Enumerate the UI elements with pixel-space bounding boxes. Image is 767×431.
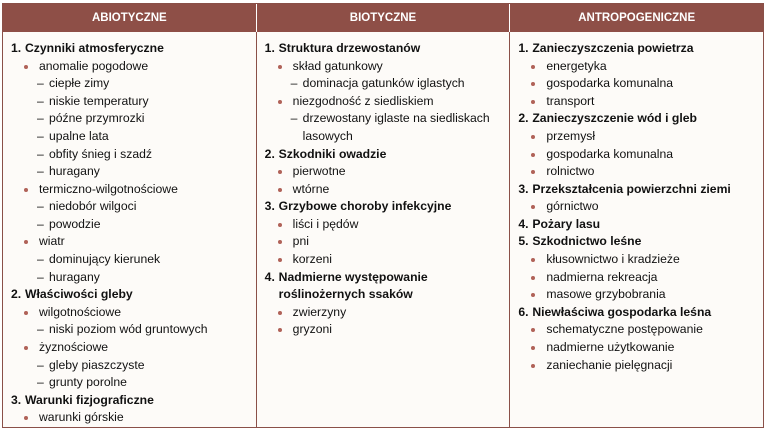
bullet-item: energetyka [518, 58, 757, 76]
bullet-item: korzeni [265, 251, 504, 269]
category-heading [518, 216, 757, 234]
category-number: 2. [264, 146, 275, 161]
bullet-item: żyznościowe [11, 339, 250, 357]
bullet-item: zaniechanie pielęgnacji [518, 357, 757, 375]
bullet-item: kłusownictwo i kradzieże [518, 251, 757, 269]
dash-item: – obfity śnieg i szadź [11, 146, 250, 164]
column-abiotic [3, 32, 257, 427]
dash-item: – powodzie [11, 216, 250, 234]
category-number: 2. [11, 287, 22, 302]
category-title: Struktura drzewostanów [278, 40, 421, 55]
header-anthropogenic: ANTROPOGENICZNE [578, 11, 696, 24]
bullet-item: niezgodność z siedliskiem [265, 93, 504, 111]
bullet-item: rolnictwo [518, 163, 757, 181]
bullet-item: gospodarka komunalna [518, 146, 757, 164]
bullet-item: górnictwo [518, 198, 757, 216]
category-title: Właściwości gleby [25, 287, 133, 302]
category-heading [518, 304, 757, 322]
category-title: Nadmierne występowanie roślinożernych ssaków [278, 269, 428, 302]
category-number: 3. [11, 392, 22, 407]
column-anthropogenic [510, 32, 763, 427]
bullet-item: gryzoni [265, 321, 504, 339]
table-header-row [3, 4, 763, 32]
category-heading [11, 392, 250, 410]
category-number: 3. [264, 199, 275, 214]
dash-item: – późne przymrozki [11, 110, 250, 128]
bullet-item: gospodarka komunalna [518, 75, 757, 93]
bullet-item: nadmierne użytkowanie [518, 339, 757, 357]
dash-item: – huragany [11, 269, 250, 287]
bullet-item: skład gatunkowy [265, 58, 504, 76]
category-heading [11, 40, 250, 58]
category-heading [518, 40, 757, 58]
column-biotic [257, 32, 511, 427]
dash-item: – dominacja gatunków iglastych [265, 75, 504, 93]
category-number: 4. [264, 269, 275, 284]
category-title: Pożary lasu [532, 216, 601, 231]
category-number: 1. [518, 40, 529, 55]
bullet-item: transport [518, 93, 757, 111]
category-number: 1. [11, 40, 22, 55]
category-number: 3. [518, 181, 529, 196]
table-body [3, 32, 763, 427]
category-heading [518, 181, 757, 199]
category-title: Zanieczyszczenie wód i gleb [532, 111, 697, 126]
category-heading [518, 233, 757, 251]
bullet-item: termiczno-wilgotnościowe [11, 181, 250, 199]
bullet-item: wiatr [11, 233, 250, 251]
bullet-item: pni [265, 233, 504, 251]
dash-item: – grunty porolne [11, 374, 250, 392]
header-abiotic: ABIOTYCZNE [3, 4, 257, 32]
category-title: Niewłaściwa gospodarka leśna [532, 304, 712, 319]
category-heading [518, 110, 757, 128]
bullet-item: schematyczne postępowanie [518, 321, 757, 339]
category-number: 1. [264, 40, 275, 55]
bullet-item: nadmierna rekreacja [518, 269, 757, 287]
bullet-item: warunki górskie [11, 409, 250, 427]
category-number: 2. [518, 111, 529, 126]
category-title: Szkodniki owadzie [278, 146, 387, 161]
category-heading [11, 286, 250, 304]
bullet-item: zwierzyny [265, 304, 504, 322]
category-heading [265, 269, 504, 304]
category-heading [265, 198, 504, 216]
category-title: Grzybowe choroby infekcyjne [278, 199, 452, 214]
bullet-item: liści i pędów [265, 216, 504, 234]
category-title: Przekształcenia powierzchni ziemi [532, 181, 731, 196]
dash-item: – ciepłe zimy [11, 75, 250, 93]
bullet-item: przemysł [518, 128, 757, 146]
category-heading [265, 40, 504, 58]
category-title: Czynniki atmosferyczne [25, 40, 164, 55]
bullet-item: anomalie pogodowe [11, 58, 250, 76]
dash-item: – huragany [11, 163, 250, 181]
dash-item: – gleby piaszczyste [11, 357, 250, 375]
category-number: 5. [518, 234, 529, 249]
category-title: Zanieczyszczenia powietrza [532, 40, 694, 55]
category-number: 6. [518, 304, 529, 319]
dash-item: – dominujący kierunek [11, 251, 250, 269]
bullet-item: wtórne [265, 181, 504, 199]
category-heading [265, 146, 504, 164]
category-title: Warunki fizjograficzne [25, 392, 154, 407]
bullet-item: masowe grzybobrania [518, 286, 757, 304]
dash-item: – niskie temperatury [11, 93, 250, 111]
dash-item: – niedobór wilgoci [11, 198, 250, 216]
bullet-item: wilgotnościowe [11, 304, 250, 322]
category-title: Szkodnictwo leśne [532, 234, 642, 249]
dash-item: – upalne lata [11, 128, 250, 146]
dash-item: – niski poziom wód gruntowych [11, 321, 250, 339]
header-biotic: BIOTYCZNE [257, 4, 511, 32]
dash-item: – drzewostany iglaste na siedliskach lasowych [265, 110, 504, 145]
category-number: 4. [518, 216, 529, 231]
bullet-item: pierwotne [265, 163, 504, 181]
factors-table [2, 3, 764, 428]
